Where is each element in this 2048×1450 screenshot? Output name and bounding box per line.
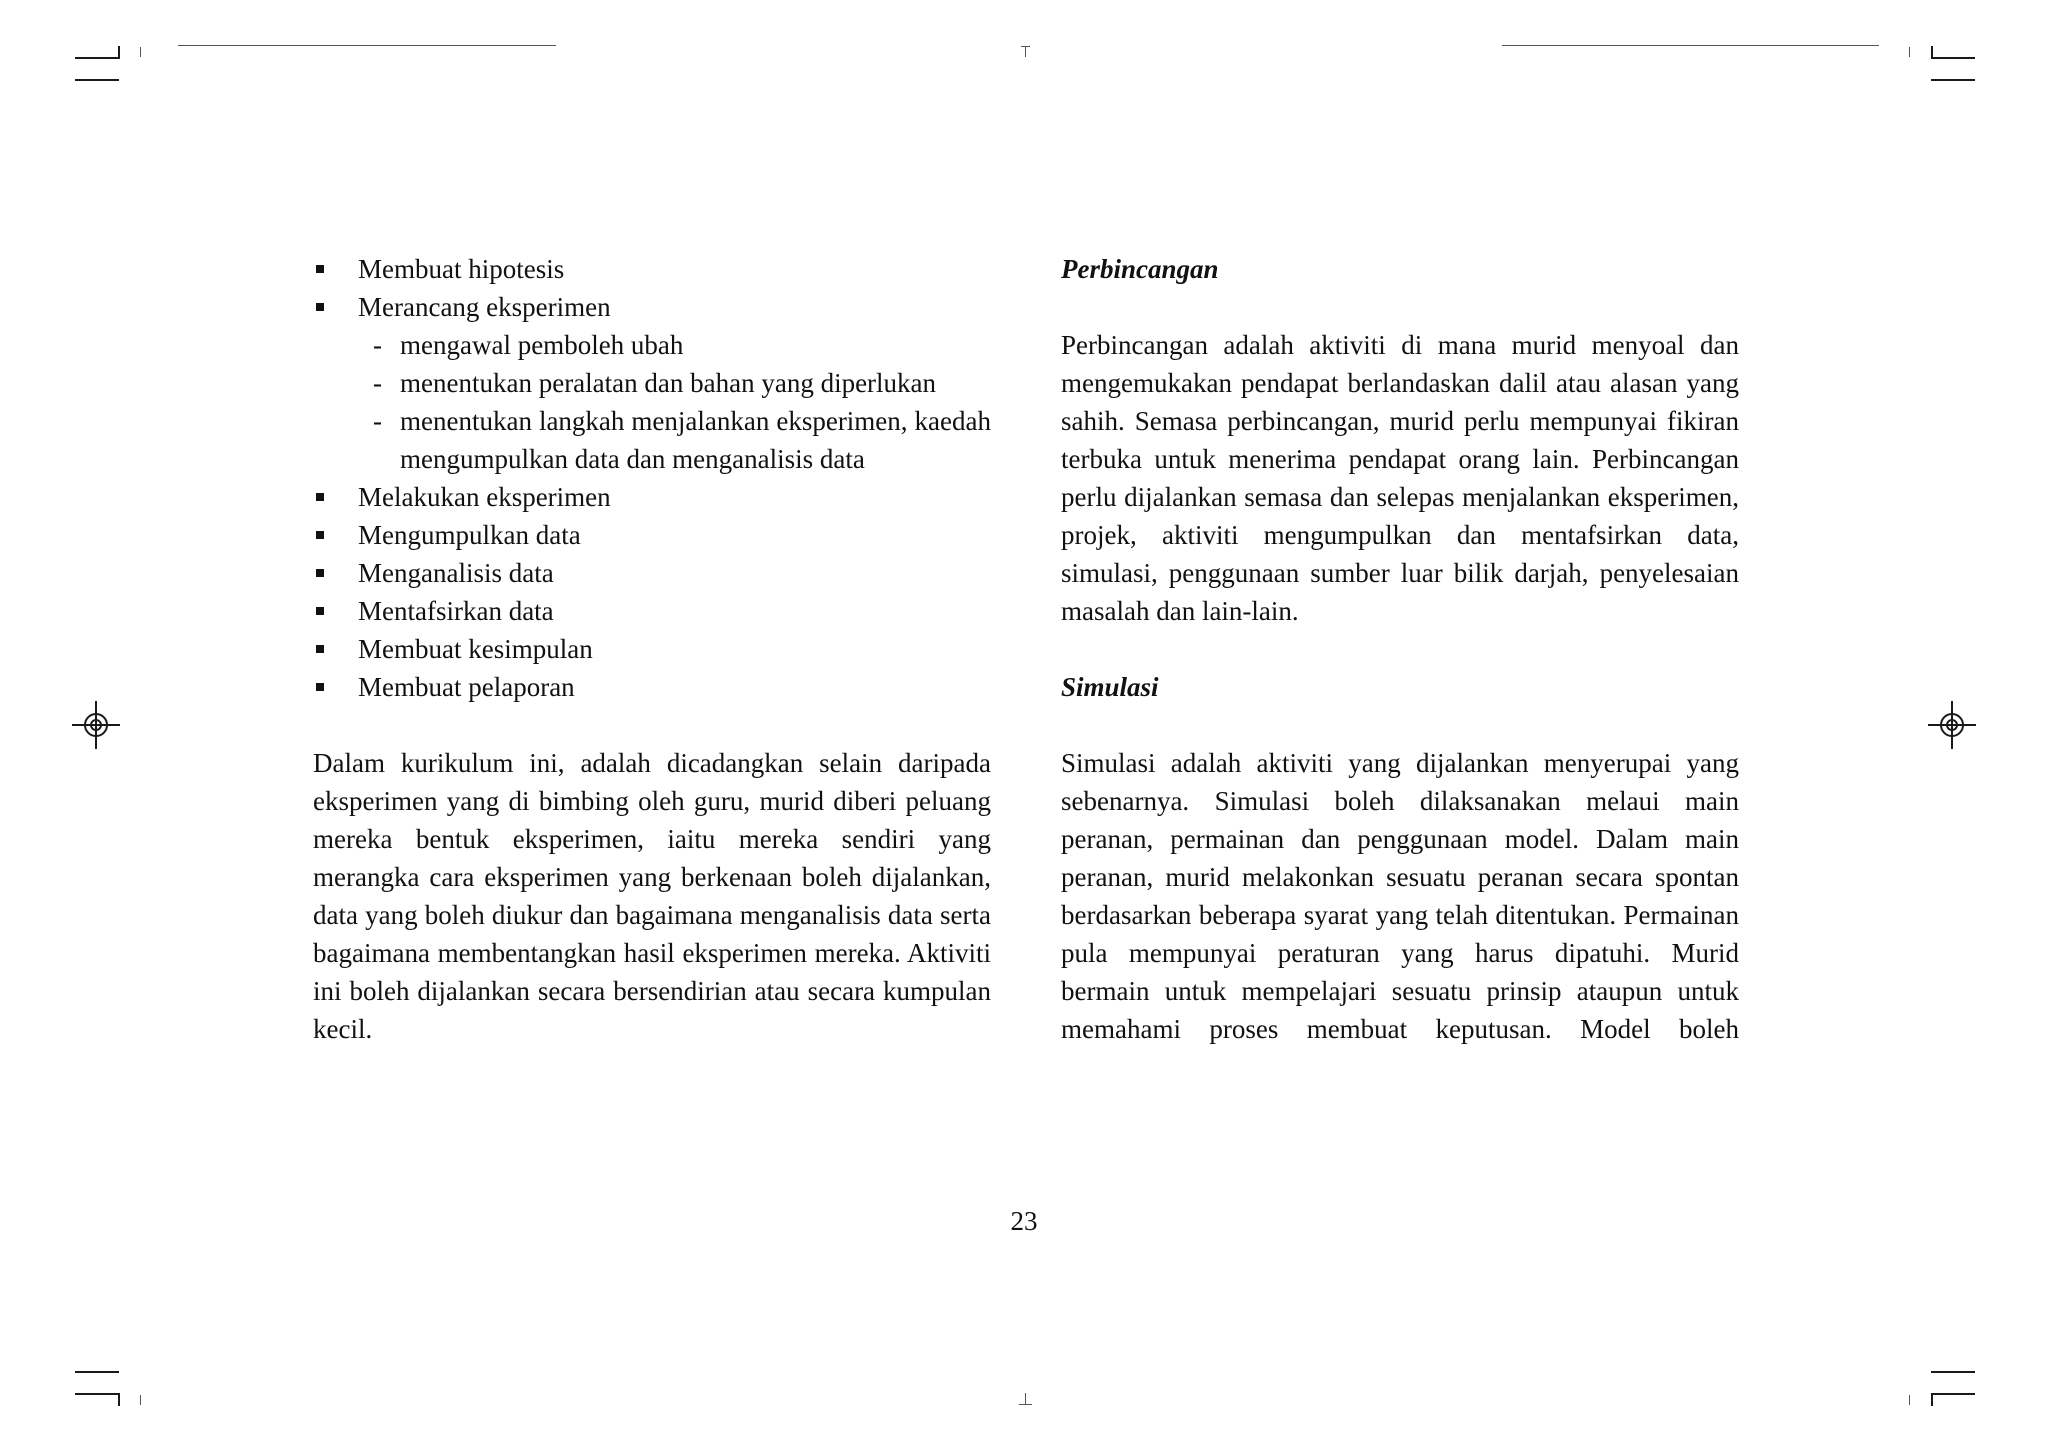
list-item-text: Melakukan eksperimen [358, 482, 611, 512]
crop-mark-top-right-tick [1909, 47, 1910, 57]
dash-marker: - [373, 330, 382, 360]
crop-mark-top-left-h2 [75, 79, 119, 81]
sub-list-item-text: menentukan peralatan dan bahan yang diperlukan [400, 368, 937, 398]
crop-mark-bottom-left-h2 [75, 1393, 119, 1395]
process-skill-list [313, 250, 991, 706]
dash-marker: - [373, 368, 382, 398]
sub-list [313, 326, 991, 478]
crop-mark-bottom-left-h1 [75, 1371, 119, 1373]
simulasi-paragraph: Simulasi adalah aktiviti yang dijalankan menyerupai yang sebenarnya. Simulasi boleh dilaksanakan melaui main peranan, permainan dan penggunaan model. Dalam main peranan, murid melakonkan sesuatu peranan secara spontan berdasarkan beberapa syarat yang telah ditentukan. Permainan pula mempunyai peraturan yang harus dipatuhi. Murid bermain untuk mempelajari sesuatu prinsip ataupun untuk memahami proses membuat keputusan. Model boleh [1061, 748, 1739, 1044]
center-mark-bottom-v [1025, 1393, 1026, 1404]
list-item [313, 516, 991, 554]
list-item-text: Mentafsirkan data [358, 596, 554, 626]
right-column [1061, 250, 1739, 1048]
list-item-text: Membuat hipotesis [358, 254, 565, 284]
crop-mark-bottom-right-h2 [1931, 1393, 1975, 1395]
registration-mark-right-icon [1928, 701, 1976, 749]
list-item-text: Membuat pelaporan [358, 672, 575, 702]
section-heading-perbincangan: Perbincangan [1061, 254, 1219, 284]
sub-list-item-text: mengawal pemboleh ubah [400, 330, 684, 360]
center-mark-bottom-h [1019, 1404, 1032, 1405]
sub-list-item [313, 402, 991, 478]
crop-mark-bottom-right-v [1931, 1393, 1933, 1406]
list-item [313, 630, 991, 668]
crop-mark-top-right-h2 [1931, 79, 1975, 81]
crop-mark-bottom-right-h1 [1931, 1371, 1975, 1373]
trim-line-top-right [1502, 45, 1879, 46]
sub-list-item [313, 326, 991, 364]
list-item [313, 288, 991, 478]
crop-mark-bottom-right-tick [1909, 1395, 1910, 1405]
registration-mark-left-icon [72, 701, 120, 749]
crop-mark-top-left-tick [140, 47, 141, 57]
design-experiment-paragraph: Dalam kurikulum ini, adalah dicadangkan selain daripada eksperimen yang di bimbing oleh guru, murid diberi peluang mereka bentuk eksperimen, iaitu mereka sendiri yang merangka cara eksperimen yang berkenaan boleh dijalankan, data yang boleh diukur dan bagaimana menganalisis data serta bagaimana membentangkan hasil eksperimen mereka. Aktiviti ini boleh dijalankan secara bersendirian atau secara kumpulan kecil. [313, 748, 991, 1044]
crop-mark-bottom-left-v [118, 1393, 120, 1406]
list-item-text: Menganalisis data [358, 558, 554, 588]
page-number: 23 [1010, 1206, 1038, 1236]
dash-marker: - [373, 406, 382, 436]
list-item-text: Membuat kesimpulan [358, 634, 593, 664]
list-item-text: Mengumpulkan data [358, 520, 581, 550]
crop-mark-top-right-h1 [1931, 57, 1975, 59]
left-column [313, 250, 991, 1048]
perbincangan-paragraph: Perbincangan adalah aktiviti di mana murid menyoal dan mengemukakan pendapat berlandaskan dalil atau alasan yang sahih. Semasa perbincangan, murid perlu mempunyai fikiran terbuka untuk menerima pendapat orang lain. Perbincangan perlu dijalankan semasa dan selepas menjalankan eksperimen, projek, aktiviti mengumpulkan dan mentafsirkan data, simulasi, penggunaan sumber luar bilik darjah, penyelesaian masalah dan lain-lain. [1061, 330, 1739, 626]
list-item [313, 592, 991, 630]
crop-mark-top-left-v [118, 46, 120, 59]
center-mark-top-v [1025, 46, 1026, 57]
list-item [313, 250, 991, 288]
section-heading-simulasi: Simulasi [1061, 672, 1159, 702]
crop-mark-bottom-left-tick [140, 1395, 141, 1405]
sub-list-item-text: menentukan langkah menjalankan eksperimen, kaedah mengumpulkan data dan menganalisis data [400, 406, 991, 474]
list-item-text: Merancang eksperimen [358, 292, 611, 322]
trim-line-top-left [178, 45, 556, 46]
list-item [313, 554, 991, 592]
crop-mark-top-left-h1 [75, 57, 119, 59]
list-item [313, 668, 991, 706]
sub-list-item [313, 364, 991, 402]
list-item [313, 478, 991, 516]
